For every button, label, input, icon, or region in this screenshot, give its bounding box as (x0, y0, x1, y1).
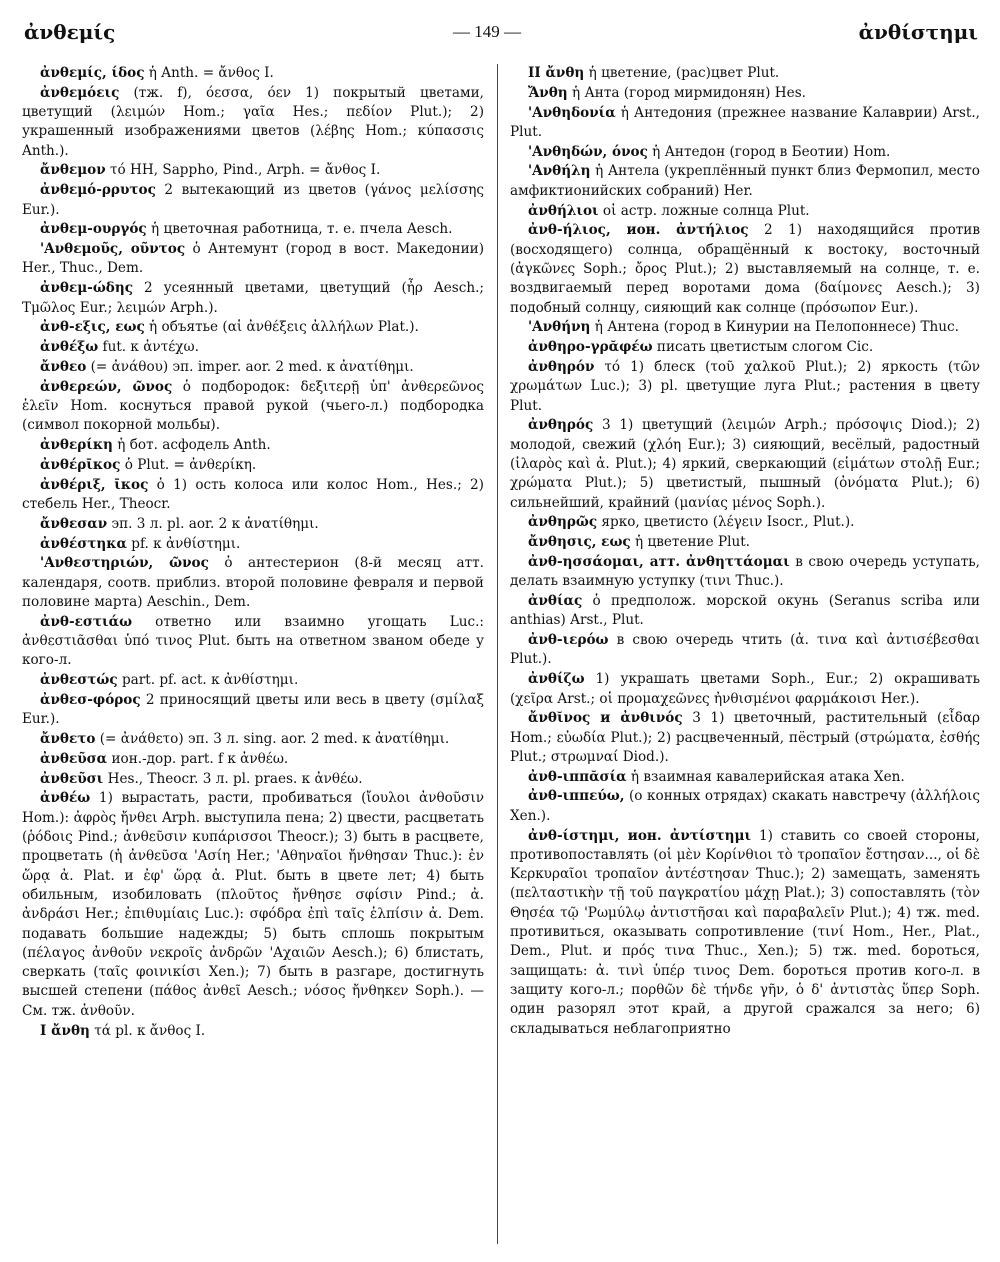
dictionary-entry (510, 416, 980, 512)
entry-definition: ион.-дор. part. f к ἀνθέω. (107, 750, 289, 767)
entry-headword: ἄνθεσαν (40, 515, 108, 532)
entry-definition: fut. к ἀντέχω. (98, 339, 199, 356)
dictionary-entry (22, 476, 484, 515)
entry-headword: ἀνθηρο-γρᾰφέω (528, 339, 653, 356)
entry-definition: part. pf. act. к ἀνθίστημι. (117, 672, 299, 689)
dictionary-entry (510, 358, 980, 416)
entry-headword: II ἄνθη (528, 65, 585, 81)
dictionary-entry (22, 789, 484, 1021)
entry-definition: 3 1) цветочный, растительный (εἶδαρ Hom.; εὐωδία Plut.); 2) расцвеченный, пёстрый (στρώματα, ἐσθής Plut.; στρωμναί Diod.). (510, 710, 980, 765)
dictionary-entry (22, 671, 484, 690)
dictionary-entry (510, 338, 980, 357)
entry-definition: ярко, цветисто (λέγειν Isocr., Plut.). (597, 514, 855, 531)
dictionary-entry (22, 64, 484, 83)
dictionary-entry (510, 221, 980, 317)
dictionary-entry (22, 318, 484, 337)
dictionary-entry (510, 533, 980, 552)
entry-definition: ἡ Антедон (город в Беотии) Hom. (647, 143, 891, 160)
dictionary-entry (22, 1022, 484, 1041)
entry-headword: 'Ανθήνη (528, 319, 591, 336)
dictionary-entry (510, 827, 980, 1039)
entry-headword: ἀνθίας (528, 593, 583, 610)
entry-headword: ἀνθερίκη (40, 437, 113, 454)
entry-definition: (о конных отрядах) скакать навстречу (ἀλλήλοις Xen.). (510, 788, 980, 824)
entry-definition: 2 приносящий цветы или весь в цвету (σμίλαξ Eur.). (22, 692, 484, 728)
entry-headword: ἄνθεο (40, 358, 87, 375)
dictionary-entry (510, 84, 980, 103)
dictionary-entry (510, 553, 980, 592)
entry-headword: ἀνθεμόεις (40, 84, 120, 101)
dictionary-entry (22, 515, 484, 534)
entry-headword: ἀνθηρῶς (528, 514, 598, 531)
entry-definition: 3 1) цветущий (λειμών Arph.; πρόσοψις Diod.); 2) молодой, свежий (χλόη Eur.); 3) сияющий, весёлый, радостный (ἱλαρὸς καὶ ἀ. Plut.); 4) яркий, сверкающий (εἱμάτων στολῇ Eur.; χρώματα Plut.); 5) цветистый, пышный (ὀνόματα Plut.); 6) сильнейший, крайний (μανίας μένος Soph.). (510, 417, 980, 511)
entry-headword: 'Ανθηδών, όνος (528, 143, 648, 160)
entry-headword: 'Ανθεστηριών, ῶνος (40, 555, 209, 572)
dictionary-entry (22, 691, 484, 730)
entry-definition: Hes., Theocr. 3 л. pl. praes. к ἀνθέω. (103, 770, 363, 787)
entry-definition: ὁ 1) ость колоса или колос Hom., Hes.; 2) стебель Her., Theocr. (22, 476, 484, 513)
header-guide-word-right: ἀνθίστημι (858, 20, 978, 44)
entry-headword: ἀνθηρόν (528, 358, 595, 375)
entry-headword: ἀνθ-εξις, εως (40, 319, 145, 336)
entry-definition: ἡ Антела (укреплённый пункт близ Фермопил, место амфиктионийских собраний) Her. (510, 163, 980, 199)
dictionary-entry (22, 279, 484, 318)
dictionary-entry (510, 787, 980, 826)
entry-definition: (= ἀνάθου) эп. imper. aor. 2 med. к ἀνατίθημι. (86, 358, 414, 375)
left-column (22, 64, 484, 1041)
entry-headword: ἀνθέρῑκος (40, 456, 121, 473)
entry-definition: ἡ Антедония (прежнее название Калаврии) Arst., Plut. (510, 104, 980, 140)
dictionary-entry (510, 513, 980, 532)
entry-definition: οἱ астр. ложные солнца Plut. (598, 202, 810, 219)
dictionary-entry (22, 750, 484, 769)
entry-headword: ἀνθ-ήλιος, ион. ἀντήλιος (528, 222, 749, 239)
entry-headword: ἀνθέστηκα (40, 535, 127, 552)
entry-definition: pf. к ἀνθίστημι. (126, 535, 241, 552)
entry-headword: ἀνθεσ-φόρος (40, 692, 141, 708)
entry-headword: ἀνθεμό-ρρυτος (40, 182, 156, 199)
dictionary-entry (510, 143, 980, 162)
entry-headword: ἄνθησις, εως (528, 534, 631, 551)
dictionary-entry (22, 338, 484, 357)
page-number: — 149 — (452, 22, 521, 41)
entry-definition: 2 1) находящийся против (восходящего) солнца, обращённый к востоку, восточный (ἀγκῶνες Soph.; ὄρος Plut.); 2) выставляемый на солнце, т. е. воздвигаемый перед воротами дома (δαίμονες Aesch.); 3) подобный солнцу, сияющий как солнце (πρόσωπον Eur.). (510, 222, 980, 316)
entry-definition: ὁ подбородок: δεξιτερῇ ὑπ' ἀνθερεῶνος ἑλεῖν Hom. коснуться правой рукой (чьего-л.) подбородка (символ покорной мольбы). (22, 378, 484, 434)
entry-headword: ἀνθερεών, ῶνος (40, 378, 173, 395)
entry-definition: τό HH, Sappho, Pind., Arph. = ἄνθος I. (105, 162, 381, 179)
dictionary-entry (510, 631, 980, 670)
dictionary-entry (22, 770, 484, 789)
dictionary-entry (22, 161, 484, 180)
entry-definition: ὁ Plut. = ἀνθερίκη. (120, 456, 257, 473)
entry-headword: Ἄνθη (528, 84, 568, 101)
dictionary-entry (22, 84, 484, 161)
entry-definition: ἡ цветение, (рас)цвет Plut. (584, 65, 780, 81)
entry-headword: 'Ανθήλη (528, 163, 591, 180)
entry-headword: ἄνθετο (40, 731, 96, 748)
dictionary-entry (22, 378, 484, 436)
entry-headword: ἀνθεμ-ουργός (40, 221, 147, 238)
entry-headword: ἀνθ-ίστημι, ион. ἀντίστημι (528, 827, 752, 844)
column-divider (497, 64, 498, 1244)
entry-headword: ἀνθεμ-ώδης (40, 280, 133, 297)
entry-headword: ἀνθηρός (528, 417, 594, 434)
entry-definition: 1) украшать цветами Soph., Eur.; 2) окрашивать (χεῖρα Arst.; οἱ προμαχεῶνες ἠνθισμένοι φαρμάκοισι Her.). (510, 671, 980, 707)
dictionary-entry (510, 592, 980, 631)
entry-headword: ἄνθεμον (40, 162, 106, 179)
entry-definition: ἡ Анта (город мирмидонян) Hes. (567, 84, 807, 101)
entry-headword: ἀνθ-ιερόω (528, 632, 609, 649)
dictionary-entry (510, 709, 980, 767)
dictionary-entry (22, 358, 484, 377)
entry-definition: τό 1) блеск (τοῦ χαλκοῦ Plut.); 2) яркость (τῶν χρωμάτων Luc.); 3) pl. цветущие луга Plut.; растения в цвету Plut. (510, 358, 980, 414)
entry-headword: ἀνθ-ησσάομαι, атт. ἀνθηττάομαι (528, 553, 790, 570)
dictionary-entry (22, 554, 484, 612)
dictionary-entry (510, 202, 980, 221)
dictionary-entry (510, 768, 980, 787)
entry-headword: I ἄνθη (40, 1022, 90, 1039)
dictionary-entry (510, 670, 980, 709)
entry-definition: (= ἀνάθετο) эп. 3 л. sing. aor. 2 med. к ἀνατίθημι. (95, 731, 450, 748)
dictionary-entry (22, 535, 484, 554)
entry-definition: ἡ взаимная кавалерийская атака Xen. (626, 768, 905, 785)
entry-headword: ἀνθ-εστιάω (40, 613, 133, 630)
entry-headword: ἀνθεῦσα (40, 750, 108, 767)
entry-headword: ἄνθῐνος и ἀνθινός (528, 710, 683, 727)
running-header (24, 14, 978, 50)
entry-definition: ὁ предполож. морской окунь (Seranus scriba или anthias) Arst., Plut. (510, 593, 980, 629)
dictionary-entry (510, 64, 980, 83)
entry-definition: в свою очередь уступать, делать взаимную уступку (τινι Thuc.). (510, 553, 980, 590)
right-column (510, 64, 980, 1039)
entry-definition: в свою очередь чтить (ἀ. τινα καὶ ἀντισέβεσθαι Plut.). (510, 632, 980, 668)
entry-headword: ἀνθέξω (40, 339, 99, 356)
entry-definition: ὁ Антемунт (город в вост. Македонии) Her., Thuc., Dem. (22, 241, 484, 277)
entry-headword: ἀνθ-ιππεύω, (528, 788, 625, 805)
entry-headword: ἀνθεμίς, ίδος (40, 65, 145, 81)
entry-definition: τά pl. к ἄνθος I. (89, 1022, 206, 1039)
entry-definition: ἡ цветение Plut. (630, 534, 750, 551)
dictionary-entry (22, 730, 484, 749)
entry-headword: 'Ανθεμοῦς, οῦντος (40, 241, 186, 258)
dictionary-entry (510, 104, 980, 143)
dictionary-entry (22, 436, 484, 455)
entry-definition: ἡ объятье (αἱ ἀνθέξεις ἀλλήλων Plat.). (144, 319, 419, 336)
dictionary-entry (22, 181, 484, 220)
entry-headword: ἀνθήλιοι (528, 202, 599, 219)
entry-definition: 1) вырастать, расти, пробиваться (ἴουλοι ἀνθοῦσιν Hom.): ἀφρὸς ἤνθει Arph. выступила пена; 2) цвести, расцветать (ῥόδοις Pind.; ἀνθεῦσιν κυπάρισσοι Theocr.); 3) быть в расцвете, процветать (ἡ ἀνθεῦσα 'Ασίη Her.; 'Αθηναῖοι ἤνθησαν Thuc.): ἐν ὥρᾳ ἀ. Plat. и ἐφ' ὥρᾳ ἀ. Plut. быть в цвете лет; 4) быть обильным, изобиловать (πλοῦτος ἤνθησε σφίσιν Pind.; ἀ. ἀνδράσι Her.; ἐπιθυμίαις Luc.): σφόδρα ἐπὶ ταῖς ἐλπίσιν ἀ. Dem. подавать большие надежды; 5) быть сплошь покрытым (πέλαγος ἀνθοῦν νεκροῖς ἀνδρῶν 'Αχαιῶν Aesch.); 6) блистать, сверкать (ταῖς φοινικίσι Xen.); 7) быть в разгаре, достигнуть высшей степени (πάθος ἀνθεῖ Aesch.; νόσος ἤνθηκεν Soph.). — См. тж. ἀνθοῦν. (22, 790, 484, 1019)
entry-definition: 2 вытекающий из цветов (γάνος μελίσσης Eur.). (22, 182, 484, 218)
dictionary-entry (510, 318, 980, 337)
entry-definition: (тж. f), όεσσα, όεν 1) покрытый цветами, цветущий (λειμών Hom.; γαῖα Hes.; πεδίον Plut.); 2) украшенный изображениями цветов (λέβης Hom.; κύπασσις Anth.). (22, 84, 484, 159)
entry-definition: 2 усеянный цветами, цветущий (ἦρ Aesch.; Τμῶλος Eur.; λειμών Arph.). (22, 280, 484, 316)
dictionary-entry (22, 613, 484, 671)
entry-definition: 1) ставить со своей стороны, противопоставлять (οἱ μὲν Κορίνθιοι τὸ τροπαῖον ἔστησαν..., οἱ δὲ Κερκυραῖοι τροπαῖον ἀντέστησαν Thuc.); 2) замещать, заменять (πελταστικὴν τῇ τοῦ παγκρατίου μάχῃ Plat.); 3) сопоставлять (τὸν Θησέα τῷ 'Ρωμύλῳ ἀντιστῆσαι καὶ παραβαλεῖν Plut.); 4) тж. med. противиться, оказывать сопротивление (τινί Hom., Her., Plat., Dem., Plut. и πρός τινα Thuc., Xen.); 5) тж. med. бороться, защищать: ἀ. τινὶ ὑπέρ τινος Dem. бороться против кого-л. в защиту кого-л.; πορθῶν δὲ τήνδε γῆν, ὁ δ' ἀντιστὰς ὕπερ Soph. один разорял этот край, а другой сражался за него; 6) складываться неблагоприятно (510, 827, 980, 1037)
entry-headword: ἀνθέριξ, ῑκος (40, 476, 149, 493)
dictionary-entry (22, 456, 484, 475)
header-guide-word-left: ἀνθεμίς (24, 20, 116, 44)
entry-headword: ἀνθίζω (528, 671, 585, 688)
dictionary-entry (22, 220, 484, 239)
entry-definition: ответно или взаимно угощать Luc.: ἀνθεστιᾶσθαι ὑπό τινος Plut. быть на ответном званом обеде у кого-л. (22, 613, 484, 669)
entry-definition: ἡ цветочная работница, т. е. пчела Aesch. (146, 221, 453, 238)
entry-definition: ἡ Антена (город в Кинурии на Пелопоннесе) Thuc. (590, 319, 959, 336)
entry-definition: ὁ антестерион (8-й месяц атт. календаря, соотв. приблиз. второй половине февраля и первой половине марта) Aeschin., Dem. (22, 555, 485, 611)
entry-definition: ἡ Anth. = ἄνθος I. (144, 65, 274, 81)
entry-headword: ἀνθ-ιππᾰσία (528, 768, 627, 785)
entry-definition: ἡ бот. асфодель Anth. (112, 437, 271, 454)
dictionary-entry (22, 240, 484, 279)
entry-headword: ἀνθεστώς (40, 672, 118, 689)
entry-definition: писать цветистым слогом Cic. (652, 339, 874, 356)
entry-headword: 'Ανθηδονία (528, 104, 616, 121)
dictionary-entry (510, 162, 980, 201)
entry-definition: эп. 3 л. pl. aor. 2 к ἀνατίθημι. (107, 515, 319, 532)
entry-headword: ἀνθεῦσι (40, 770, 104, 787)
entry-headword: ἀνθέω (40, 790, 91, 807)
